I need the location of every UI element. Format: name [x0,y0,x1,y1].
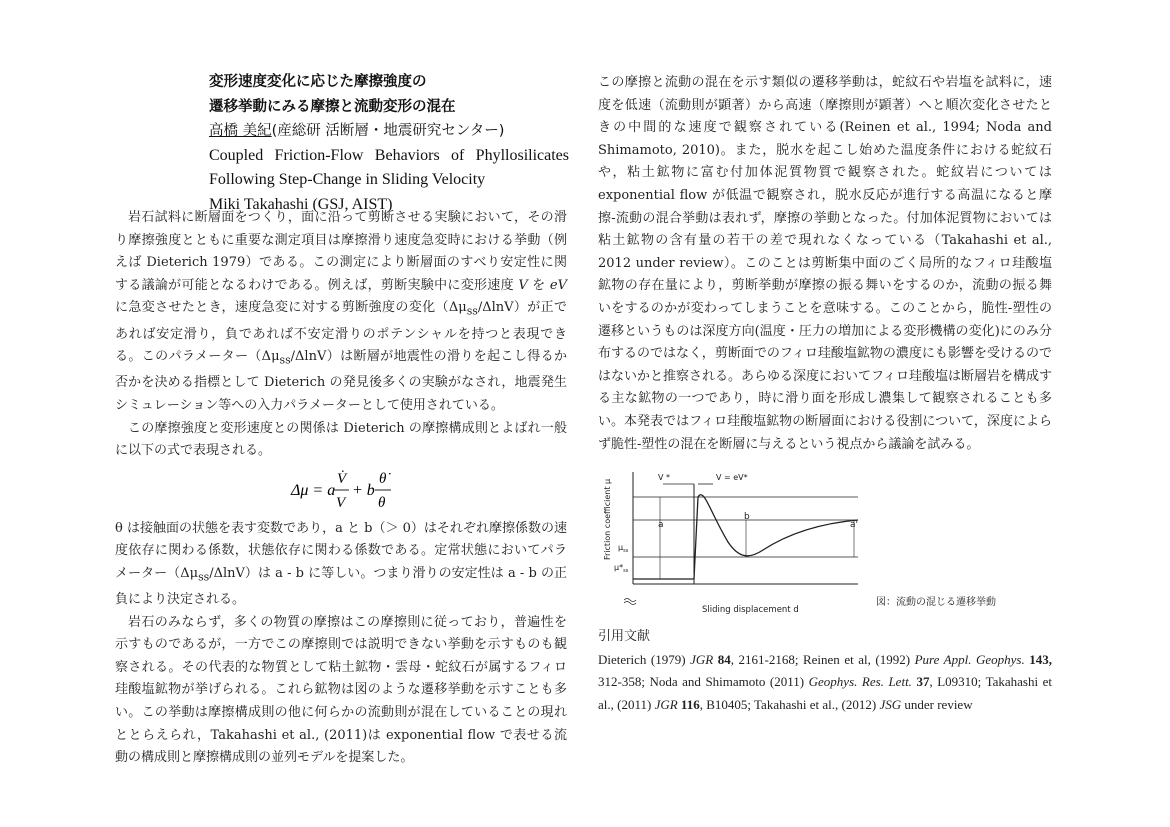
ref-text: , 2161-2168; Reinen et al, (1992) [730,651,915,667]
left-column [115,207,567,770]
ref-journal: JGR [690,651,714,667]
transition-figure [598,462,1052,622]
equation-svg [285,463,425,518]
ref-volume: 116 [677,696,700,712]
figure-label-ev: V = eV* [716,473,748,483]
title-jp-line2: 遷移挙動にみる摩擦と流動変形の混在 [209,98,456,115]
left-paragraph-1 [115,207,567,418]
references-list [598,649,1052,717]
figure-label-a: a [658,520,664,531]
figure-caption: 図：流動の混じる遷移挙動 [876,597,996,609]
figure-axis-break [624,599,636,605]
eq-num1: V̇ [337,470,347,487]
eq-lhs: Δμ = a [291,481,336,499]
title-en-line2: Following Step-Change in Sliding Velocity [209,171,486,188]
figure-ylabel: Friction coefficient μ [603,478,612,561]
ref-journal: Geophys. Res. Lett. [808,674,912,690]
title-jp-line1: 変形速度変化に応じた摩擦強度の [209,74,427,90]
ref-text: 312-358; Noda and Shimamoto (2011) [598,674,809,690]
right-paragraph-1: この摩擦と流動の混在を示す類似の遷移挙動は，蛇紋石や岩塩を試料に，速度を低速（流動則が顕著）から高速（摩擦則が顕著）へと順次変化させたときの中間的な速度で観察されている(Reinen et al., 1994; Noda and Shimamoto, 2010)。また，脱水を起こし始めた温度条件における蛇紋石や，粘土鉱物に富む付加体泥質物質で観察された。蛇紋岩については exponential flow が低温で観察され，脱水反応が進行する高温になると摩擦-流動の混合挙動は表れず，摩擦の挙動となった。付加体泥質物においては粘土鉱物の含有量の若干の差で現れなくなっている（Takahashi et al., 2012 under review）。このことは剪断集中面のごく局所的なフィロ珪酸塩鉱物の存在量により，剪断挙動が摩擦の振る舞いをするのか，流動の振る舞いをするのかが変わってしまうことを意味する。このことから，脆性-塑性の遷移というものは深度方向(温度・圧力の増加による変形機構の変化)にのみ分布するのではなく，剪断面でのフィロ珪酸塩鉱物の濃度にも影響を受けるのではないかと推察される。あらゆる深度においてフィロ珪酸塩は断層岩を構成する主な鉱物の一つであり，時に滑り面を形成し濃集して観察されることも多い。本発表ではフィロ珪酸塩鉱物の断層面における役割について，深度によらず脆性-塑性の混在を断層に与えるという視点から議論を試みる。 [598,75,1052,452]
figure-xlabel: Sliding displacement d [702,605,799,616]
text-run: 岩石試料に断層面をつくり，面に沿って剪断させる実験において，その滑り摩擦強度とともに重要な測定項目は摩擦滑り速度急変時における挙動（例えば Dieterich 1979）である。この測定により断層面のすべり安定性に関する議論が可能となるわけである。例えば，剪断実験中に変形速度 [115,210,567,293]
text-run: θ は接触面の状態を表す変数であり，a と b（＞ 0）はそれぞれ摩擦係数の速度依存に関わる係数，状態依存に関わる係数である。定常状態においてパラメーター（Δμ [115,520,567,581]
eq-num2: θ̇ [379,470,387,487]
ref-volume: 84 [713,651,731,667]
subscript-ss: ss [279,353,291,367]
left-paragraph-2: この摩擦強度と変形速度との関係は Dieterich の摩擦構成則とよばれ一般に以下の式で表現される。 [115,420,567,459]
author-jp [209,119,569,144]
subscript-ss: ss [466,304,478,318]
figure-label-mu-ss [618,543,629,554]
right-column [598,72,1052,716]
ref-journal: JGR [654,696,678,712]
mu-star-symbol: μ* [614,563,624,573]
mu-subscript: ss [623,548,629,555]
text-run: /ΔlnV）は a - b に等しい。つまり滑りの安定性は a - b の正負により決定される。 [115,565,567,608]
subscript-ss: ss [198,570,210,584]
ref-volume: 37 [911,674,930,690]
ref-journal: Pure Appl. Geophys. [914,651,1025,667]
ref-text: under review [901,696,973,712]
eq-den2: θ [378,494,386,511]
mu-star-subscript: ss [623,568,629,575]
text-run: /ΔlnV）は断層が地震性の滑りを起こし得るか否かを決める指標として Dieterich の発見後多くの実験がなされ，地震発生シミュレーション等への入力パラメーターとして使用されている。 [115,349,568,413]
left-paragraph-4: 岩石のみならず，多くの物質の摩擦はこの摩擦則に従っており，普遍性を示すものであるが，一方でこの摩擦則では説明できない挙動を示すものも観察される。その代表的な物質として粘土鉱物・雲母・蛇紋石が属するフィロ珪酸塩鉱物が挙げられる。これら鉱物は図のような遷移挙動を示すことも多い。この挙動は摩擦構成則の他に何らかの流動則が混在していることの現れととらえられ，Takahashi et al., (2011)は exponential flow で表せる流動の構成則と摩擦構成則の並列モデルを提案した。 [115,614,567,766]
text-run: に急変させたとき，速度急変に対する剪断強度の変化（Δμ [115,300,467,316]
title-block [209,70,569,217]
ref-text: Dieterich (1979) [598,651,691,667]
var-v: V [518,277,528,293]
figure-label-mu-star [614,563,629,574]
author-name-jp: 高橋 美紀 [209,123,272,139]
text-run: /ΔlnV）が正であれば安定滑り，負であれば不安定滑りのポテンシャルを持つと表現できる。このパラメーター（Δμ [115,300,567,365]
author-en: Miki Takahashi (GSJ, AIST) [209,195,393,213]
text-run: を [532,277,546,293]
eq-plus-b: + b [352,481,375,499]
ref-text: , B10405; Takahashi et al., (2012) [699,696,880,712]
figure-svg [598,462,868,622]
title-en-line1: Coupled Friction-Flow Behaviors of Phyllosilicates [209,146,569,164]
figure-friction-curve [633,495,858,579]
figure-label-b: b [744,512,750,523]
left-paragraph-3 [115,518,567,612]
ref-journal: JSG [879,696,902,712]
references-heading: 引用文献 [598,629,651,645]
author-affiliation-jp: (産総研 活断層・地震研究センター) [271,123,505,139]
mu-symbol: μ [618,543,624,553]
figure-label-a-prime: a' [850,520,858,531]
ref-text: , L09310; Takahashi et al., (2011) [598,674,1053,712]
figure-label-vstar: V * [658,473,671,483]
eq-den1: V [336,494,346,511]
var-ev: eV [549,277,567,293]
friction-equation [115,463,567,518]
ref-volume: 143, [1029,651,1053,667]
